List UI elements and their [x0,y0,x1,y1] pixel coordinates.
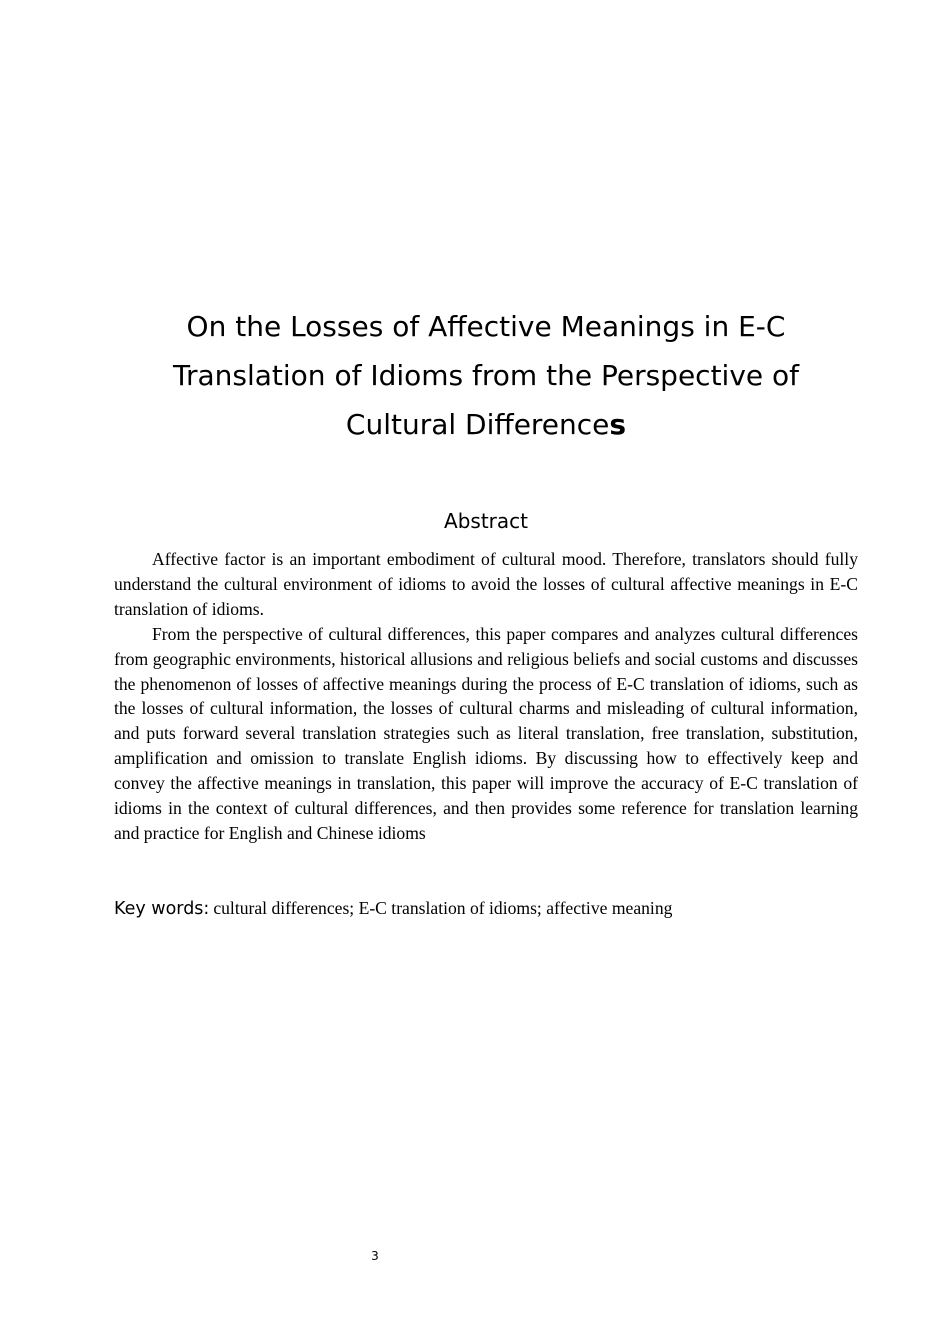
title-line-3-suffix: s [609,408,627,441]
abstract-heading: Abstract [444,509,528,533]
page-number: 3 [371,1249,379,1263]
abstract-paragraph-1: Affective factor is an important embodiment of cultural mood. Therefore, translators should fully understand the cultural environment of idioms to avoid the losses of cultural affective meanings in E-C translation of idioms. [114,549,858,619]
abstract-paragraph-2: From the perspective of cultural differences, this paper compares and analyzes cultural differences from geographic environments, historical allusions and religious beliefs and social customs and discusses the phenomenon of losses of affective meanings during the process of E-C translation of idioms, such as the losses of cultural information, the losses of cultural charms and misleading of cultural information, and puts forward several translation strategies such as literal translation, free translation, substitution, amplification and omission to translate English idioms. By discussing how to effectively keep and convey the affective meanings in translation, this paper will improve the accuracy of E-C translation of idioms in the context of cultural differences, and then provides some reference for translation learning and practice for English and Chinese idioms [114,623,858,843]
title-line-3: Cultural Difference [345,408,610,441]
title-line-2: Translation of Idioms from the Perspective of [172,359,800,392]
abstract-body [114,547,858,846]
keywords-text: cultural differences; E-C translation of idioms; affective meaning [213,898,673,918]
keywords-label: Key words: [114,899,210,919]
paper-title [130,302,842,449]
keywords-line [114,895,858,923]
title-line-1: On the Losses of Affective Meanings in E-C [186,310,786,343]
